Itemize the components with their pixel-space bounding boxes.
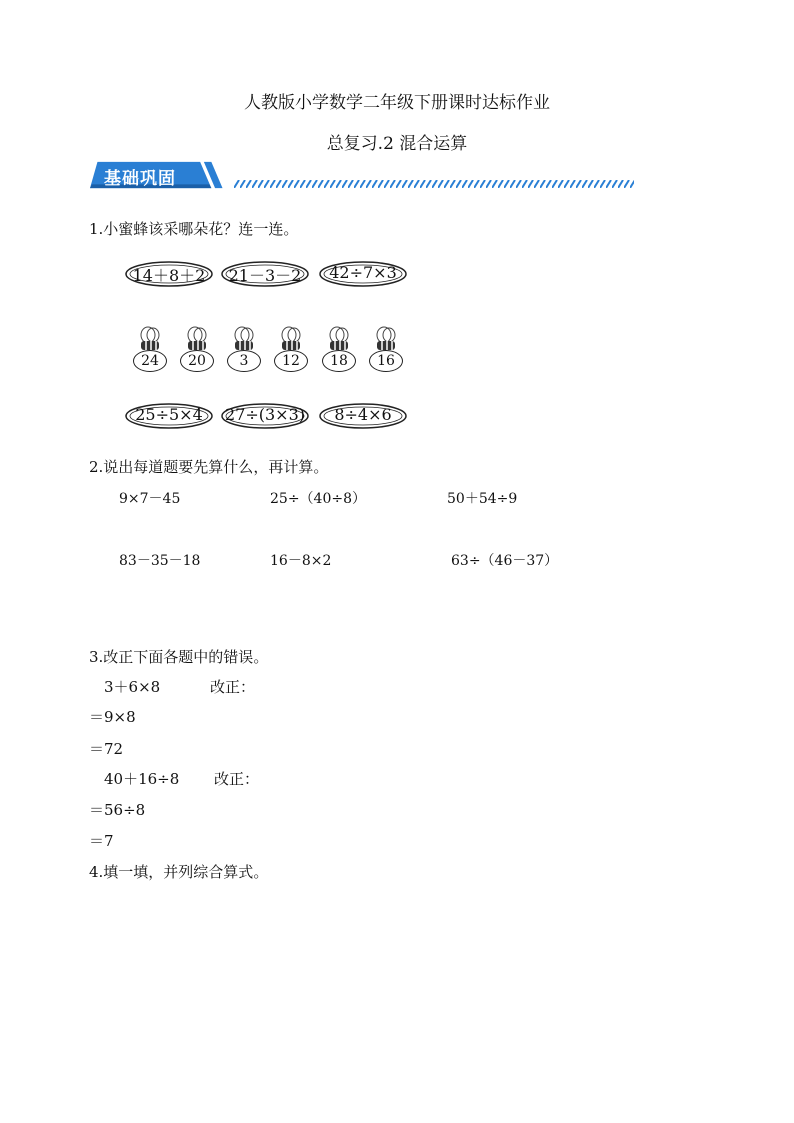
flower-expr: 42÷7×3 <box>329 263 397 282</box>
q2-prompt: 2.说出每道题要先算什么，再计算。 <box>89 458 329 476</box>
flower-oval[interactable] <box>318 401 408 431</box>
page-subtitle: 总复习.2 混合运算 <box>326 134 468 154</box>
bee-item[interactable] <box>178 326 218 374</box>
q3-fix-label: 改正： <box>210 678 256 696</box>
bee-number: 24 <box>133 350 167 372</box>
q3-expression: 40＋16÷8 <box>104 770 180 788</box>
bee-number: 20 <box>180 350 214 372</box>
q2-expression: 83－35－18 <box>119 553 201 569</box>
bee-icon <box>272 326 312 352</box>
q3-step: ＝72 <box>89 740 124 758</box>
bee-number: 3 <box>227 350 261 372</box>
flower-oval[interactable] <box>220 259 310 289</box>
q4-prompt: 4.填一填，并列综合算式。 <box>89 863 269 881</box>
bee-number: 12 <box>274 350 308 372</box>
flower-oval[interactable] <box>318 259 408 289</box>
bee-icon <box>320 326 360 352</box>
q3-step: ＝56÷8 <box>89 801 146 819</box>
bee-icon <box>367 326 407 352</box>
q2-expression: 25÷（40÷8） <box>270 491 366 507</box>
flower-expr: 25÷5×4 <box>135 405 203 424</box>
page-title: 人教版小学数学二年级下册课时达标作业 <box>244 93 550 113</box>
bee-item[interactable] <box>367 326 407 374</box>
bee-item[interactable] <box>131 326 171 374</box>
bee-item[interactable] <box>320 326 360 374</box>
bee-number: 16 <box>369 350 403 372</box>
flower-expr: 21－3－2 <box>228 266 302 285</box>
section-label: 基础巩固 <box>104 169 176 189</box>
q3-expression: 3＋6×8 <box>104 678 161 696</box>
flower-expr: 14＋8＋2 <box>132 266 206 285</box>
q2-expression: 50＋54÷9 <box>447 491 518 507</box>
flower-expr: 27÷(3×3) <box>224 405 305 424</box>
q1-prompt: 1.小蜜蜂该采哪朵花？连一连。 <box>89 220 299 238</box>
q3-step: ＝7 <box>89 832 114 850</box>
q2-expression: 9×7－45 <box>119 491 181 507</box>
bee-item[interactable] <box>225 326 265 374</box>
flower-oval[interactable] <box>220 401 310 431</box>
bee-icon <box>178 326 218 352</box>
flower-expr: 8÷4×6 <box>334 405 392 424</box>
flower-oval[interactable] <box>124 259 214 289</box>
q3-prompt: 3.改正下面各题中的错误。 <box>89 648 269 666</box>
bee-icon <box>225 326 265 352</box>
bee-number: 18 <box>322 350 356 372</box>
q2-expression: 16－8×2 <box>270 553 332 569</box>
bee-item[interactable] <box>272 326 312 374</box>
q2-expression: 63÷（46－37） <box>451 553 559 569</box>
bee-icon <box>131 326 171 352</box>
flower-oval[interactable] <box>124 401 214 431</box>
q3-step: ＝9×8 <box>89 708 136 726</box>
section-banner <box>90 160 642 192</box>
banner-stripes <box>234 180 634 188</box>
q3-fix-label: 改正： <box>214 770 260 788</box>
